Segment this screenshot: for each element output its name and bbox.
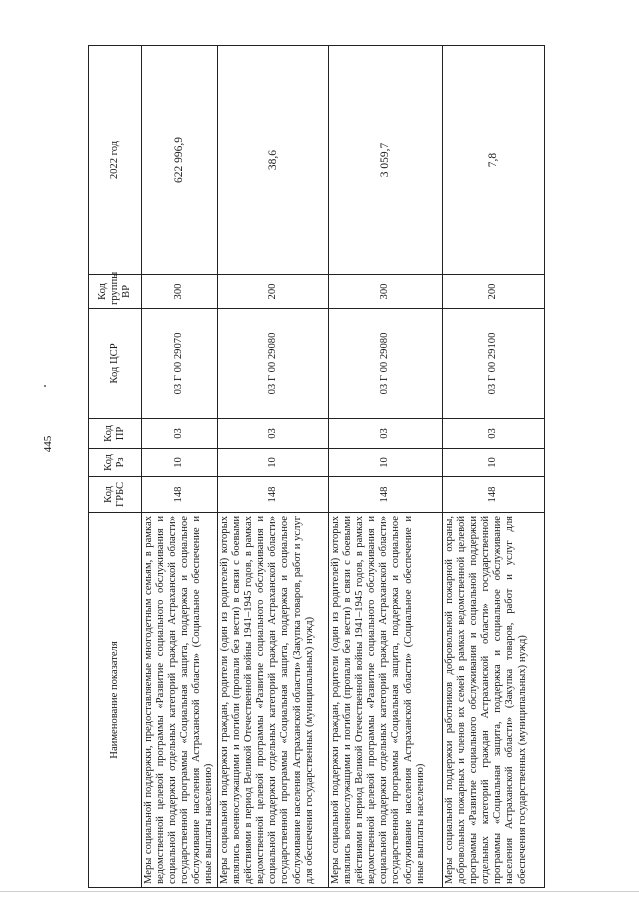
row-amount: 622 996,9 — [142, 46, 218, 275]
header-vr: Код группы ВР — [89, 275, 142, 309]
row-rz: 10 — [142, 449, 218, 477]
row-csr: 03 Г 00 29070 — [142, 309, 218, 419]
page-number: 445 — [42, 435, 54, 453]
row-amount: 38,6 — [218, 46, 329, 275]
row-vr: 200 — [443, 275, 545, 309]
header-grbs: Код ГРБС — [89, 477, 142, 513]
row-grbs: 148 — [142, 477, 218, 513]
row-name: Меры социальной поддержки работников добровольной пожарной охраны, добровольных пожарных и членов их семей в рамках ведомственной целевой программы «Развитие социального обслуживания и социальной поддержки отдельных категорий граждан Астраханской области» государственной программы «Социальная защита, поддержка и социальное обслуживание населения Астраханской области» (Закупка товаров, работ и услуг для обеспечения государственных (муниципальных) нужд) — [443, 513, 545, 888]
row-pr: 03 — [218, 419, 329, 449]
row-csr: 03 Г 00 29080 — [218, 309, 329, 419]
header-rz: Код Рз — [89, 449, 142, 477]
table-row — [329, 46, 443, 888]
header-name: Наименование показателя — [89, 513, 142, 888]
table-header-row — [89, 46, 142, 888]
header-year: 2022 год — [89, 46, 142, 275]
row-pr: 03 — [329, 419, 443, 449]
row-rz: 10 — [443, 449, 545, 477]
row-vr: 300 — [329, 275, 443, 309]
row-vr: 200 — [218, 275, 329, 309]
budget-table — [88, 45, 545, 888]
row-grbs: 148 — [218, 477, 329, 513]
scan-speck — [44, 385, 46, 387]
table-row — [218, 46, 329, 888]
row-grbs: 148 — [443, 477, 545, 513]
header-csr: Код ЦСР — [89, 309, 142, 419]
row-pr: 03 — [142, 419, 218, 449]
rotated-table-container — [88, 46, 544, 888]
row-amount: 7,8 — [443, 46, 545, 275]
row-grbs: 148 — [329, 477, 443, 513]
table-row — [443, 46, 545, 888]
row-csr: 03 Г 00 29100 — [443, 309, 545, 419]
header-pr: Код ПР — [89, 419, 142, 449]
row-rz: 10 — [218, 449, 329, 477]
row-amount: 3 059,7 — [329, 46, 443, 275]
row-pr: 03 — [443, 419, 545, 449]
row-name: Меры социальной поддержки граждан, родители (один из родителей) которых являлись военнослужащими и погибли (пропали без вести) в связи с боевыми действиями в период Великой Отечественной войны 1941–1945 годов, в рамках ведомственной целевой программы «Развитие социального обслуживания и социальной поддержки отдельных категорий граждан Астраханской области» государственной программы «Социальная защита, поддержка и социальное обслуживание населения Астраханской области» (Социальное обеспечение и иные выплаты населению) — [329, 513, 443, 888]
row-vr: 300 — [142, 275, 218, 309]
page-bottom-edge — [0, 891, 639, 892]
row-name: Меры социальной поддержки, предоставляемые многодетным семьям, в рамках ведомственной целевой программы «Развитие социального обслуживания и социальной поддержки отдельных категорий граждан Астраханской области» государственной программы «Социальная защита, поддержка и социальное обслуживание населения Астраханской области» (Социальное обеспечение и иные выплаты населению) — [142, 513, 218, 888]
row-rz: 10 — [329, 449, 443, 477]
table-row — [142, 46, 218, 888]
row-name: Меры социальной поддержки граждан, родители (один из родителей) которых являлись военнослужащими и погибли (пропали без вести) в связи с боевыми действиями в период Великой Отечественной войны 1941–1945 годов, в рамках ведомственной целевой программы «Развитие социального обслуживания и социальной поддержки отдельных категорий граждан Астраханской области» государственной программы «Социальная защита, поддержка и социальное обслуживание населения Астраханской области» (Закупка товаров, работ и услуг для обеспечения государственных (муниципальных) нужд) — [218, 513, 329, 888]
row-csr: 03 Г 00 29080 — [329, 309, 443, 419]
